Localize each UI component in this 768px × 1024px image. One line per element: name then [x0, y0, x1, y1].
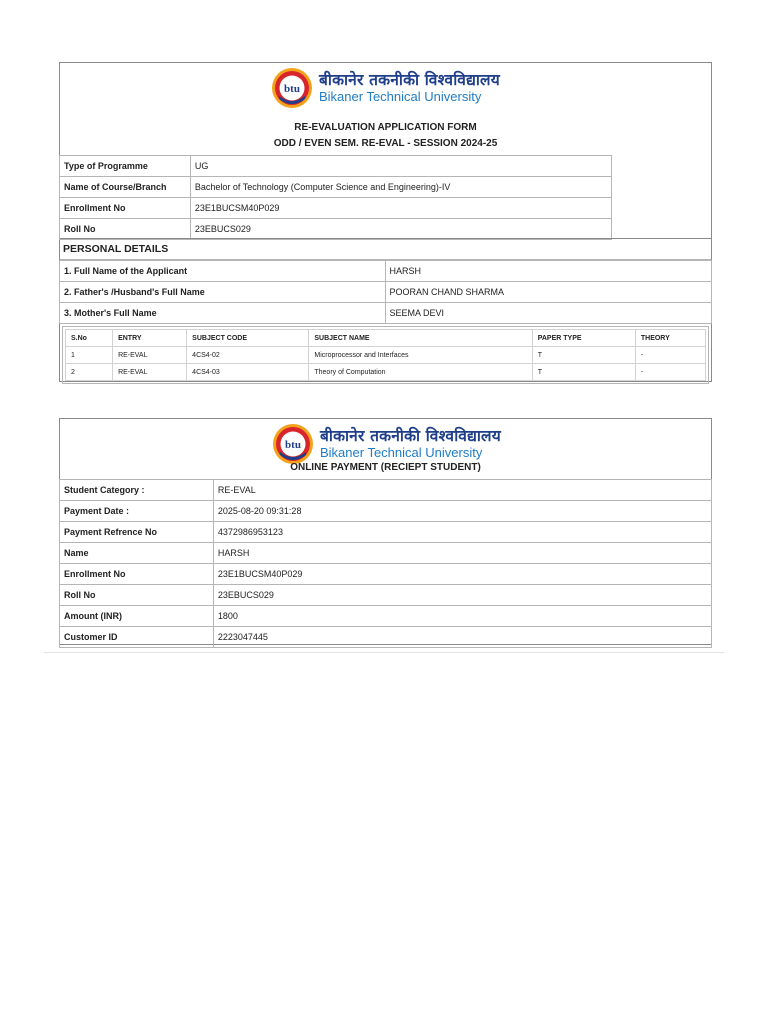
- student-category-value: RE-EVAL: [213, 480, 711, 501]
- table-row: [60, 219, 612, 240]
- university-logo: [270, 66, 500, 110]
- subjects-table-container: [62, 326, 709, 384]
- column-header-paper-type: PAPER TYPE: [532, 330, 635, 347]
- table-row: [60, 543, 712, 564]
- roll-no-value: 23EBUCS029: [190, 219, 611, 240]
- subject-theory: -: [635, 347, 705, 364]
- subject-sno: 1: [66, 347, 113, 364]
- subject-paper-type: T: [532, 364, 635, 381]
- table-row: [60, 627, 712, 648]
- form-subtitle: ODD / EVEN SEM. RE-EVAL - SESSION 2024-25: [273, 138, 498, 149]
- payment-reference-label: Payment Refrence No: [60, 522, 214, 543]
- subject-entry: RE-EVAL: [113, 347, 187, 364]
- roll-no-label: Roll No: [60, 219, 191, 240]
- course-branch-label: Name of Course/Branch: [60, 177, 191, 198]
- payment-date-value: 2025-08-20 09:31:28: [213, 501, 711, 522]
- subject-entry: RE-EVAL: [113, 364, 187, 381]
- column-header-subject-code: SUBJECT CODE: [187, 330, 309, 347]
- programme-type-label: Type of Programme: [60, 156, 191, 177]
- table-row: [60, 585, 712, 606]
- personal-details-table: [59, 260, 712, 324]
- enrollment-no-label: Enrollment No: [60, 564, 214, 585]
- subject-paper-type: T: [532, 347, 635, 364]
- table-row: [60, 480, 712, 501]
- university-name-hindi: बीकानेर तकनीकी विश्वविद्यालय: [319, 70, 500, 89]
- table-row: [60, 606, 712, 627]
- amount-label: Amount (INR): [60, 606, 214, 627]
- payment-date-label: Payment Date :: [60, 501, 214, 522]
- father-name-label: 2. Father's /Husband's Full Name: [60, 282, 386, 303]
- re-evaluation-form-card: [59, 62, 712, 382]
- table-row: [60, 156, 612, 177]
- svg-text:btu: btu: [284, 83, 300, 95]
- subject-name: Microprocessor and Interfaces: [309, 347, 532, 364]
- payment-details-table: [59, 479, 712, 648]
- customer-id-value: 2223047445: [213, 627, 711, 648]
- table-row: [60, 501, 712, 522]
- enrollment-no-value: 23E1BUCSM40P029: [213, 564, 711, 585]
- course-branch-value: Bachelor of Technology (Computer Science and Engineering)-IV: [190, 177, 611, 198]
- table-row: [66, 364, 706, 381]
- payment-title: ONLINE PAYMENT (RECIEPT STUDENT): [290, 462, 481, 473]
- payment-receipt-card: [59, 418, 712, 645]
- university-name-english: Bikaner Technical University: [319, 89, 482, 105]
- form-title: RE-EVALUATION APPLICATION FORM: [294, 122, 477, 133]
- subject-name: Theory of Computation: [309, 364, 532, 381]
- mother-name-value: SEEMA DEVI: [385, 303, 711, 324]
- programme-type-value: UG: [190, 156, 611, 177]
- university-name-english: Bikaner Technical University: [320, 445, 483, 461]
- personal-details-heading: PERSONAL DETAILS: [60, 238, 711, 260]
- table-row: [60, 261, 712, 282]
- page-divider: [44, 652, 724, 653]
- father-name-value: POORAN CHAND SHARMA: [385, 282, 711, 303]
- university-name-hindi: बीकानेर तकनीकी विश्वविद्यालय: [320, 426, 501, 445]
- applicant-name-value: HARSH: [385, 261, 711, 282]
- table-row: [60, 564, 712, 585]
- payment-reference-value: 4372986953123: [213, 522, 711, 543]
- amount-value: 1800: [213, 606, 711, 627]
- subject-code: 4CS4-03: [187, 364, 309, 381]
- column-header-entry: ENTRY: [113, 330, 187, 347]
- column-header-theory: THEORY: [635, 330, 705, 347]
- mother-name-label: 3. Mother's Full Name: [60, 303, 386, 324]
- university-emblem-icon: [271, 422, 315, 466]
- student-category-label: Student Category :: [60, 480, 214, 501]
- subject-sno: 2: [66, 364, 113, 381]
- table-row: [60, 177, 612, 198]
- table-row: [60, 303, 712, 324]
- university-logo: [271, 422, 501, 466]
- svg-text:btu: btu: [285, 439, 301, 451]
- subject-theory: -: [635, 364, 705, 381]
- table-row: [66, 347, 706, 364]
- name-label: Name: [60, 543, 214, 564]
- subjects-table: [65, 329, 706, 381]
- roll-no-label: Roll No: [60, 585, 214, 606]
- enrollment-no-label: Enrollment No: [60, 198, 191, 219]
- column-header-sno: S.No: [66, 330, 113, 347]
- subject-code: 4CS4-02: [187, 347, 309, 364]
- column-header-subject-name: SUBJECT NAME: [309, 330, 532, 347]
- name-value: HARSH: [213, 543, 711, 564]
- table-row: [60, 198, 612, 219]
- customer-id-label: Customer ID: [60, 627, 214, 648]
- applicant-name-label: 1. Full Name of the Applicant: [60, 261, 386, 282]
- enrollment-no-value: 23E1BUCSM40P029: [190, 198, 611, 219]
- programme-details-table: [59, 155, 612, 240]
- university-emblem-icon: [270, 66, 314, 110]
- table-row: [60, 522, 712, 543]
- table-row: [60, 282, 712, 303]
- table-header-row: [66, 330, 706, 347]
- roll-no-value: 23EBUCS029: [213, 585, 711, 606]
